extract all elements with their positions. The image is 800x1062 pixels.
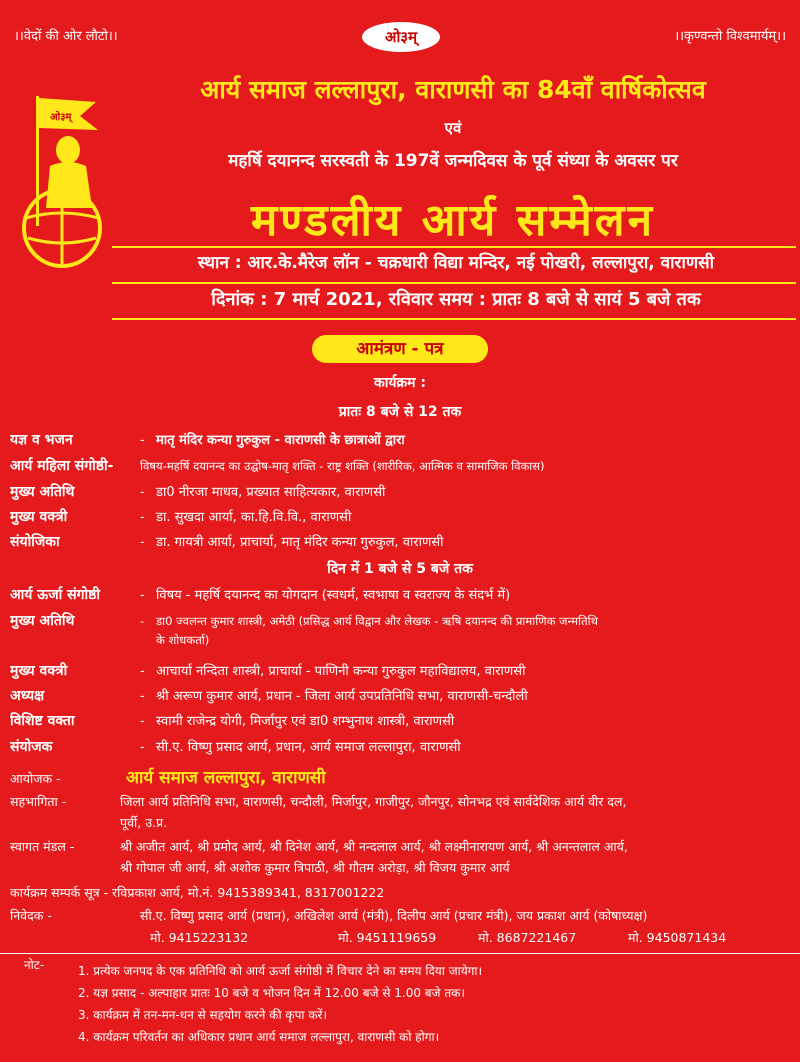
row-key: यज्ञ व भजन bbox=[10, 432, 73, 448]
phone-number: मो. 9415223132 bbox=[150, 930, 249, 945]
aayojak-label: आयोजक - bbox=[10, 771, 61, 786]
program-row bbox=[10, 661, 790, 680]
row-value: विषय-महर्षि दयानन्द का उद्घोष-मातृ शक्ति - राष्ट्र शक्ति (शारीरिक, आत्मिक व सामाजिक विकास) bbox=[140, 459, 545, 473]
row-value: मातृ मंदिर कन्या गुरुकुल - वाराणसी के छात्राओं द्वारा bbox=[156, 433, 405, 448]
sahbhagita-value: जिला आर्य प्रतिनिधि सभा, वाराणसी, चन्दौली, मिर्जापुर, गाजीपुर, जौनपुर, सोनभद्र एवं सार्वदेशिक आर्य वीर दल, bbox=[120, 794, 627, 809]
event-name: मण्डलीय आर्य सम्मेलन bbox=[250, 195, 656, 246]
program-row bbox=[10, 430, 790, 449]
note-item: 2. यज्ञ प्रसाद - अल्पाहार प्रातः 10 बजे व भोजन दिन में 12.00 बजे से 1.00 बजे तक। bbox=[78, 986, 465, 1000]
program-row bbox=[10, 737, 790, 756]
phone-number: मो. 9451119659 bbox=[338, 930, 437, 945]
divider-top bbox=[112, 246, 796, 248]
notes-label: नोट- bbox=[24, 958, 45, 972]
left-slogan: ।।वेदों की ओर लौटो।। bbox=[14, 29, 118, 44]
row-dash: - bbox=[140, 689, 145, 704]
row-dash: - bbox=[140, 614, 145, 628]
nivedak-label: निवेदक - bbox=[10, 908, 52, 923]
row-key: मुख्य अतिथि bbox=[10, 484, 75, 500]
row-key: अध्यक्ष bbox=[10, 688, 45, 704]
program-heading: कार्यक्रम : bbox=[373, 375, 427, 391]
row-value: डा. गायत्री आर्या, प्राचार्या, मातृ मंदिर कन्या गुरुकुल, वाराणसी bbox=[156, 535, 444, 550]
aayojak-value: आर्य समाज लल्लापुरा, वाराणसी bbox=[126, 768, 326, 788]
right-slogan: ।।कृण्वन्तो विश्वमार्यम्।। bbox=[674, 29, 786, 44]
row-value: डा. सुखदा आर्या, का.हि.वि.वि., वाराणसी bbox=[156, 510, 352, 525]
main-title: आर्य समाज लल्लापुरा, वाराणसी का 84वाँ वार्षिकोत्सव bbox=[200, 75, 706, 104]
row-dash: - bbox=[140, 664, 145, 679]
row-dash: - bbox=[140, 510, 145, 525]
note-item: 1. प्रत्येक जनपद के एक प्रतिनिधि को आर्य ऊर्जा संगोष्ठी में विचार देने का समय दिया जायेगा। bbox=[78, 964, 483, 978]
emblem-text: ओ३म् bbox=[50, 112, 72, 123]
invitation-pill: आमंत्रण - पत्र bbox=[312, 335, 488, 363]
afternoon-time: दिन में 1 बजे से 5 बजे तक bbox=[327, 561, 473, 577]
program-row bbox=[10, 482, 790, 501]
sahbhagita-value-cont: पूर्वी, उ.प्र. bbox=[120, 815, 168, 830]
row-key: मुख्य वक्त्री bbox=[10, 663, 68, 679]
row-dash: - bbox=[140, 740, 145, 755]
subtitle: महर्षि दयानन्द सरस्वती के 197वें जन्मदिवस के पूर्व संध्या के अवसर पर bbox=[228, 151, 678, 171]
program-row bbox=[10, 532, 790, 551]
evam-text: एवं bbox=[444, 119, 462, 137]
row-key: आर्य ऊर्जा संगोष्ठी bbox=[10, 587, 101, 603]
row-dash: - bbox=[140, 714, 145, 729]
row-key: विशिष्ट वक्ता bbox=[10, 713, 75, 729]
row-dash: - bbox=[140, 535, 145, 550]
row-value: सी.ए. विष्णु प्रसाद आर्य, प्रधान, आर्य समाज लल्लापुरा, वाराणसी bbox=[156, 740, 461, 755]
arya-emblem-icon bbox=[6, 88, 118, 268]
swagat-value: श्री अजीत आर्य, श्री प्रमोद आर्य, श्री दिनेश आर्य, श्री नन्दलाल आर्य, श्री लक्ष्मीनारायण आर्य, श्री अनन्तलाल आर्य, bbox=[120, 839, 628, 854]
row-dash: - bbox=[140, 433, 145, 448]
program-row bbox=[10, 711, 790, 730]
swagat-label: स्वागत मंडल - bbox=[10, 839, 75, 854]
program-row bbox=[10, 585, 790, 604]
divider-mid bbox=[112, 282, 796, 284]
row-key: आर्य महिला संगोष्ठी- bbox=[10, 458, 114, 474]
divider-bottom bbox=[112, 318, 796, 320]
note-item: 4. कार्यक्रम परिवर्तन का अधिकार प्रधान आर्य समाज लल्लापुरा, वाराणसी को होगा। bbox=[78, 1030, 440, 1044]
row-value: स्वामी राजेन्द्र योगी, मिर्जापुर एवं डा0 शम्भुनाथ शास्त्री, वाराणसी bbox=[156, 714, 455, 729]
nivedak-value: सी.ए. विष्णु प्रसाद आर्य (प्रधान), अखिलेश आर्य (मंत्री), दिलीप आर्य (प्रचार मंत्री), जय प्रकाश आर्य (कोषाध्यक्ष) bbox=[140, 908, 648, 923]
om-badge: ओ३म् bbox=[362, 22, 440, 52]
swagat-value-cont: श्री गोपाल जी आर्य, श्री अशोक कुमार त्रिपाठी, श्री गौतम अरोड़ा, श्री विजय कुमार आर्य bbox=[120, 860, 510, 875]
notes-divider bbox=[0, 953, 800, 954]
row-dash: - bbox=[140, 588, 145, 603]
venue-line: स्थान : आर.के.मैरेज लॉन - चक्रधारी विद्या मन्दिर, नई पोखरी, लल्लापुरा, वाराणसी bbox=[197, 253, 715, 273]
note-item: 3. कार्यक्रम में तन-मन-धन से सहयोग करने की कृपा करें। bbox=[78, 1008, 328, 1022]
row-value: श्री अरूण कुमार आर्य, प्रधान - जिला आर्य उपप्रतिनिधि सभा, वाराणसी-चन्दौली bbox=[156, 689, 528, 704]
program-row bbox=[10, 507, 790, 526]
phone-number: मो. 9450871434 bbox=[628, 930, 727, 945]
phone-number: मो. 8687221467 bbox=[478, 930, 577, 945]
program-row bbox=[10, 456, 790, 475]
row-value: डा0 नीरजा माधव, प्रख्यात साहित्यकार, वाराणसी bbox=[156, 485, 386, 500]
morning-time: प्रातः 8 बजे से 12 तक bbox=[338, 404, 462, 420]
row-key: संयोजिका bbox=[10, 534, 60, 550]
row-value: आचार्या नन्दिता शास्त्री, प्राचार्या - पाणिनी कन्या गुरुकुल महाविद्यालय, वाराणसी bbox=[156, 664, 526, 679]
row-dash: - bbox=[140, 485, 145, 500]
row-key: मुख्य वक्त्री bbox=[10, 509, 68, 525]
date-time-line: दिनांक : 7 मार्च 2021, रविवार समय : प्रातः 8 बजे से सायं 5 बजे तक bbox=[211, 289, 701, 310]
program-row bbox=[10, 686, 790, 705]
row-value: विषय - महर्षि दयानन्द का योगदान (स्वधर्म, स्वभाषा व स्वराज्य के संदर्भ में) bbox=[156, 588, 511, 603]
row-key: संयोजक bbox=[10, 739, 53, 755]
row-key: मुख्य अतिथि bbox=[10, 613, 75, 629]
row-value: डा0 ज्वलन्त कुमार शास्त्री, अमेठी (प्रसिद्ध आर्य विद्वान और लेखक - ऋषि दयानन्द की प्रामाणिक जन्मतिथि bbox=[156, 614, 598, 628]
program-row-continued: के शोधकर्ता) bbox=[156, 633, 210, 647]
contact-line: कार्यक्रम सम्पर्क सूत्र - रविप्रकाश आर्य, मो.नं. 9415389341, 8317001222 bbox=[10, 885, 385, 900]
program-row bbox=[10, 611, 790, 630]
sahbhagita-label: सहभागिता - bbox=[10, 794, 67, 809]
